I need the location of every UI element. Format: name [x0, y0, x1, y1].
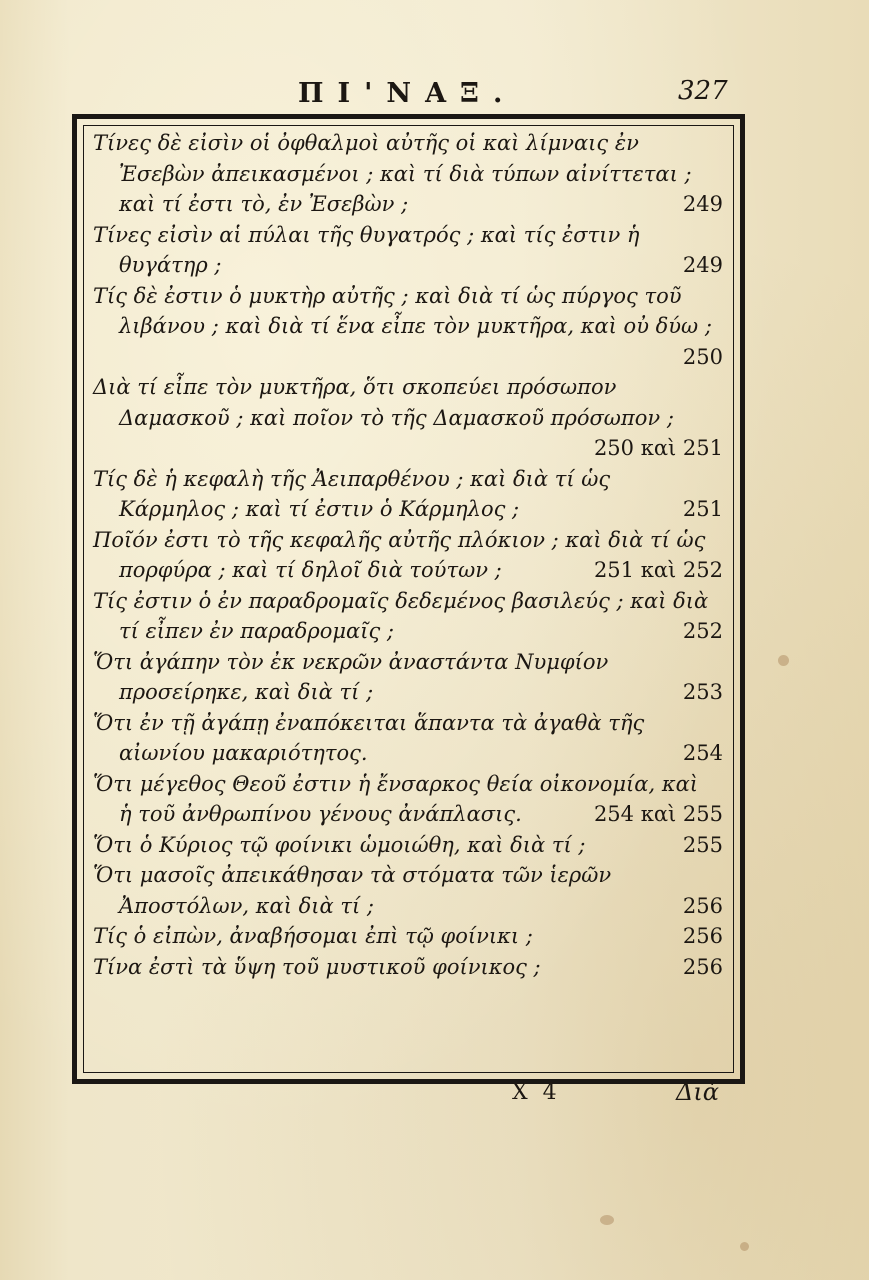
- page-reference: 254 καὶ 255: [593, 802, 723, 826]
- page-number: 327: [678, 76, 728, 106]
- page-reference: 249: [682, 192, 723, 216]
- catchword: Διὰ: [676, 1078, 719, 1106]
- entry-text: Ὅτι ἀγάπην τὸν ἐκ νεκρῶν ἀναστάντα Νυμφίον προσείρηκε, καὶ διὰ τί ;: [93, 649, 609, 704]
- entry-text: Τίς ὁ εἰπὼν, ἀναβήσομαι ἐπὶ τῷ φοίνικι ;: [93, 924, 533, 948]
- entry-text: Τίς ἐστιν ὁ ἐν παραδρομαῖς δεδεμένος βασιλεύς ; καὶ διὰ τί εἶπεν ἐν παραδρομαῖς ;: [93, 588, 709, 643]
- entry-text: Τίνες εἰσὶν αἱ πύλαι τῆς θυγατρός ; καὶ τίς ἐστιν ἡ θυγάτηρ ;: [93, 222, 640, 277]
- paper-stain: [600, 1215, 614, 1225]
- page-reference: 254: [682, 741, 723, 765]
- page-reference: 256: [682, 893, 723, 918]
- page-reference: 253: [682, 680, 723, 704]
- index-entry: [93, 372, 723, 464]
- entry-text: Τίνες δὲ εἰσὶν οἱ ὀφθαλμοὶ αὐτῆς οἱ καὶ λίμναις ἐν Ἐσεβὼν ἀπεικασμένοι ; καὶ τί διὰ τύπων αἰνίττεται ; καὶ τί ἐστι τὸ, ἐν Ἐσεβὼν ;: [93, 131, 692, 216]
- page-reference: 252: [682, 619, 723, 643]
- page-reference: 249: [682, 253, 723, 277]
- entry-text: Ὅτι μασοῖς ἀπεικάθησαν τὰ στόματα τῶν ἱερῶν Ἀποστόλων, καὶ διὰ τί ;: [93, 863, 612, 918]
- page-reference: 251: [682, 497, 723, 521]
- entry-text: Διὰ τί εἶπε τὸν μυκτῆρα, ὅτι σκοπεύει πρόσωπον Δαμασκοῦ ; καὶ ποῖον τὸ τῆς Δαμασκοῦ πρόσωπον ;: [93, 375, 674, 430]
- entry-text: Τίς δὲ ἐστιν ὁ μυκτὴρ αὐτῆς ; καὶ διὰ τί ὡς πύργος τοῦ λιβάνου ; καὶ διὰ τί ἕνα εἶπε τὸν μυκτῆρα, καὶ οὐ δύω ;: [93, 283, 712, 338]
- index-entry: [93, 525, 723, 586]
- index-entry: [93, 281, 723, 373]
- paper-stain: [778, 655, 789, 666]
- index-entry: [93, 220, 723, 281]
- index-entry: [93, 830, 723, 861]
- paper-stain: [740, 1242, 749, 1251]
- index-entry: [93, 128, 723, 220]
- entry-text: Ὅτι ἐν τῇ ἀγάπῃ ἐναπόκειται ἅπαντα τὰ ἀγαθὰ τῆς αἰωνίου μακαριότητος.: [93, 710, 645, 765]
- signature-mark: X 4: [512, 1080, 561, 1105]
- page-reference: 250 καὶ 251: [593, 436, 723, 460]
- running-title: ΠΙ'ΝΑΞ.: [298, 78, 517, 109]
- entry-text: Τίνα ἐστὶ τὰ ὕψη τοῦ μυστικοῦ φοίνικος ;: [93, 954, 541, 979]
- page-reference: 250: [682, 344, 723, 369]
- page-reference: 251 καὶ 252: [593, 558, 723, 582]
- entry-text: Ὅτι ὁ Κύριος τῷ φοίνικι ὡμοιώθη, καὶ διὰ τί ;: [93, 832, 586, 857]
- entry-text: Ὅτι μέγεθος Θεοῦ ἐστιν ἡ ἔνσαρκος θεία οἰκονομία, καὶ ἡ τοῦ ἀνθρωπίνου γένους ἀνάπλασις.: [93, 771, 699, 826]
- page-reference: 256: [682, 924, 723, 948]
- index-entry: [93, 860, 723, 921]
- index-entry: [93, 647, 723, 708]
- index-entry: [93, 464, 723, 525]
- index-entry: [93, 921, 723, 952]
- index-entry: [93, 586, 723, 647]
- entry-text: Τίς δὲ ἡ κεφαλὴ τῆς Ἀειπαρθένου ; καὶ διὰ τί ὡς Κάρμηλος ; καὶ τί ἐστιν ὁ Κάρμηλος ;: [93, 466, 611, 521]
- index-entry: [93, 952, 723, 983]
- page-reference: 255: [682, 832, 723, 857]
- index-entry: [93, 769, 723, 830]
- index-entries: [93, 128, 723, 982]
- index-entry: [93, 708, 723, 769]
- entry-text: Ποῖόν ἐστι τὸ τῆς κεφαλῆς αὐτῆς πλόκιον ; καὶ διὰ τί ὡς πορφύρα ; καὶ τί δηλοῖ διὰ τούτων ;: [93, 527, 706, 582]
- page-reference: 256: [682, 954, 723, 979]
